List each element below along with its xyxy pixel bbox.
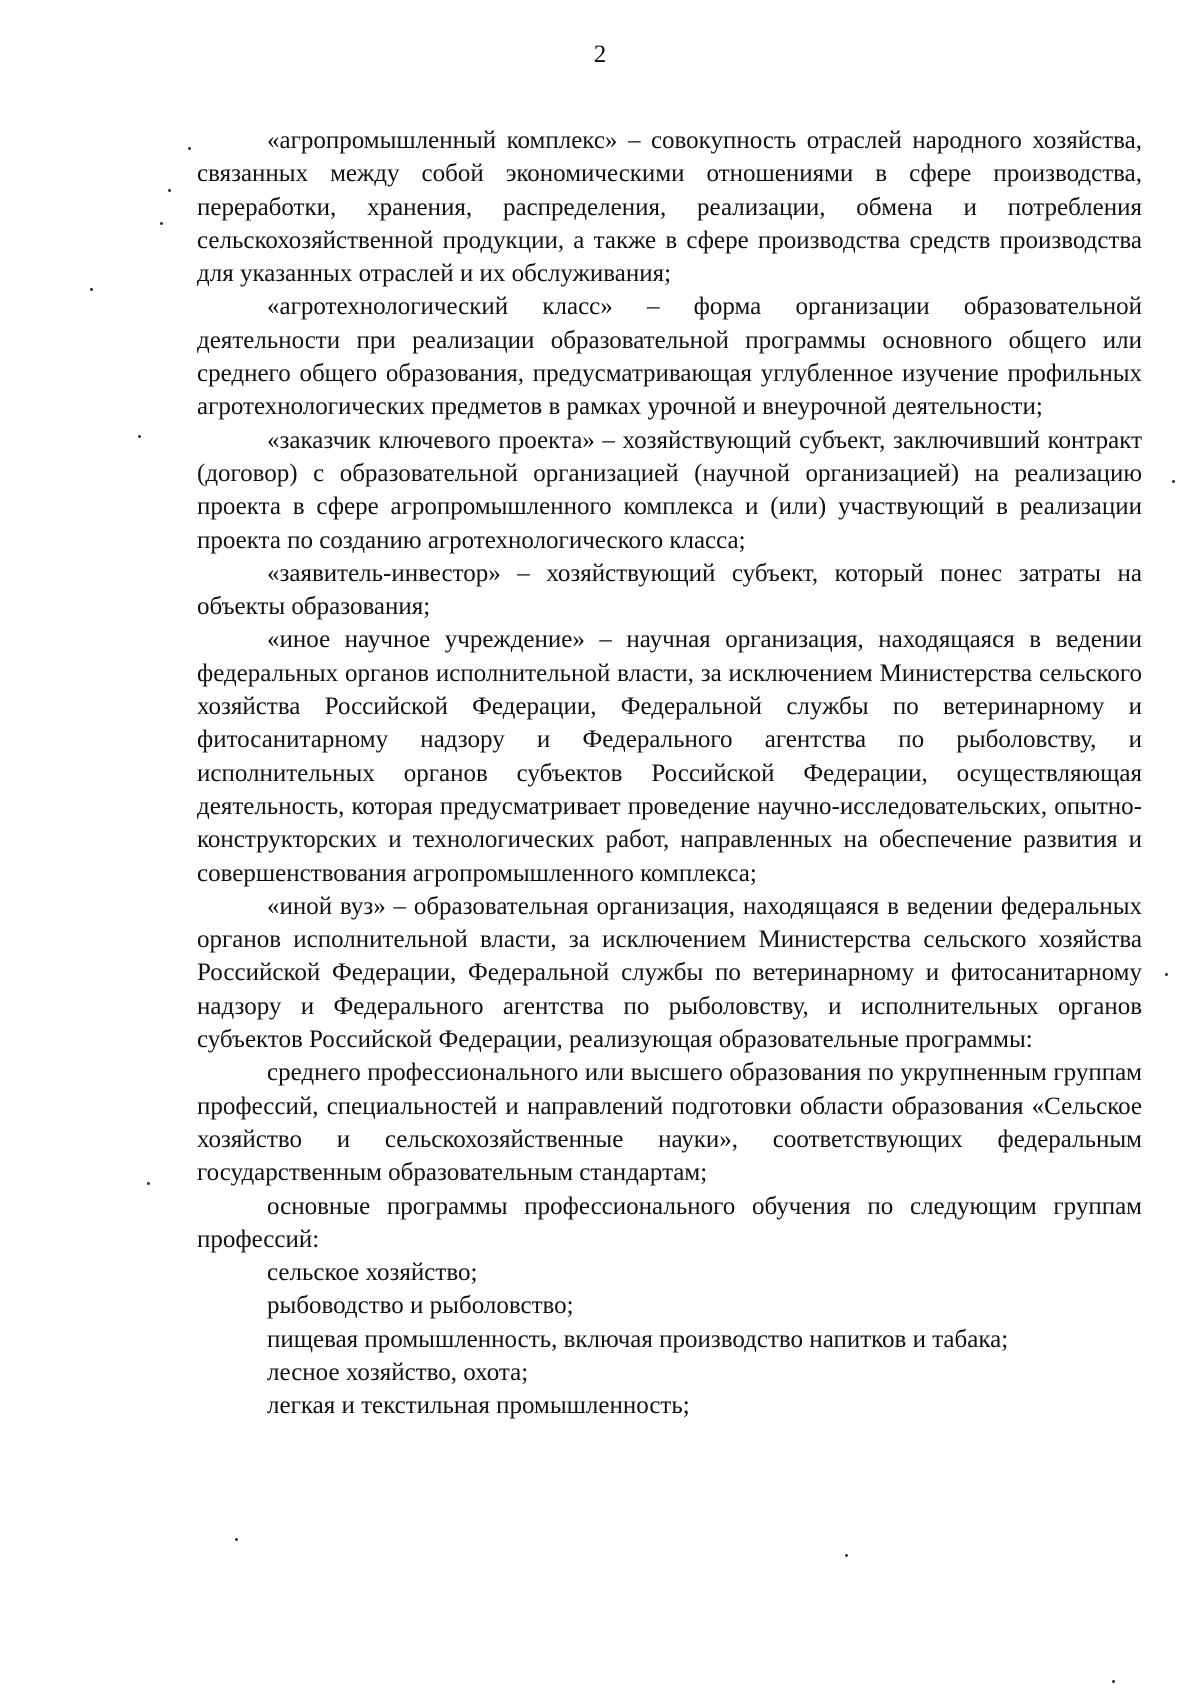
scan-speck	[845, 1554, 848, 1557]
scan-speck	[1172, 480, 1175, 483]
scan-speck	[168, 189, 171, 192]
scan-speck	[160, 222, 163, 225]
definition-applicant-investor: «заявитель-инвестор» – хозяйствующий субъект, который понес затраты на объекты образования;	[197, 559, 1142, 621]
definition-agrotech-class: «агротехнологический класс» – форма организации образовательной деятельности при реализации образовательной программы основного общего или среднего общего образования, предусматривающая углубленное изучение профильных агротехнологических предметов в рамках урочной и внеурочной деятельности;	[197, 293, 1142, 421]
paragraph-vocational-higher-education: среднего профессионального или высшего образования по укрупненным группам профессий, специальностей и направлений подготовки области образования «Сельское хозяйство и сельскохозяйственные науки», соответствующих федеральным государственным образовательным стандартам;	[197, 1059, 1142, 1187]
page-number: 2	[593, 41, 607, 68]
scan-speck	[235, 1538, 238, 1541]
scan-speck	[147, 1182, 150, 1185]
list-item: легкая и текстильная промышленность;	[267, 1392, 690, 1420]
list-item: лесное хозяйство, охота;	[267, 1358, 529, 1386]
document-body	[197, 124, 1142, 1423]
scan-speck	[188, 147, 191, 150]
scan-speck	[90, 288, 93, 291]
list-item: пищевая промышленность, включая производство напитков и табака;	[267, 1325, 1009, 1353]
list-item: рыбоводство и рыболовство;	[267, 1292, 574, 1320]
definition-other-university: «иной вуз» – образовательная организация, находящаяся в ведении федеральных органов исполнительной власти, за исключением Министерства сельского хозяйства Российской Федерации, Федеральной службы по ветеринарному и фитосанитарному надзору и Федерального агентства по рыболовству, и исполнительных органов субъектов Российской Федерации, реализующая образовательные программы:	[197, 892, 1142, 1054]
definition-key-project-customer: «заказчик ключевого проекта» – хозяйствующий субъект, заключивший контракт (договор) с образовательной организацией (научной организацией) на реализацию проекта в сфере агропромышленного комплекса и (или) участвующий в реализации проекта по созданию агротехнологического класса;	[197, 426, 1142, 554]
paragraph-professional-training-programs: основные программы профессионального обучения по следующим группам профессий:	[197, 1192, 1142, 1253]
scan-speck	[1112, 1680, 1115, 1683]
scan-speck	[1165, 973, 1168, 976]
definition-other-scientific-institution: «иное научное учреждение» – научная организация, находящаяся в ведении федеральных органов исполнительной власти, за исключением Министерства сельского хозяйства Российской Федерации, Федеральной службы по ветеринарному и фитосанитарному надзору и Федерального агентства по рыболовству, и исполнительных органов субъектов Российской Федерации, осуществляющая деятельность, которая предусматривает проведение научно-исследовательских, опытно-конструкторских и технологических работ, направленных на обеспечение развития и совершенствования агропромышленного комплекса;	[197, 626, 1142, 887]
list-item: сельское хозяйство;	[267, 1259, 478, 1287]
scan-speck	[138, 435, 141, 438]
definition-agro-industrial-complex: «агропромышленный комплекс» – совокупность отраслей народного хозяйства, связанных между собой экономическими отношениями в сфере производства, переработки, хранения, распределения, реализации, обмена и потребления сельскохозяйственной продукции, а также в сфере производства средств производства для указанных отраслей и их обслуживания;	[197, 127, 1142, 288]
